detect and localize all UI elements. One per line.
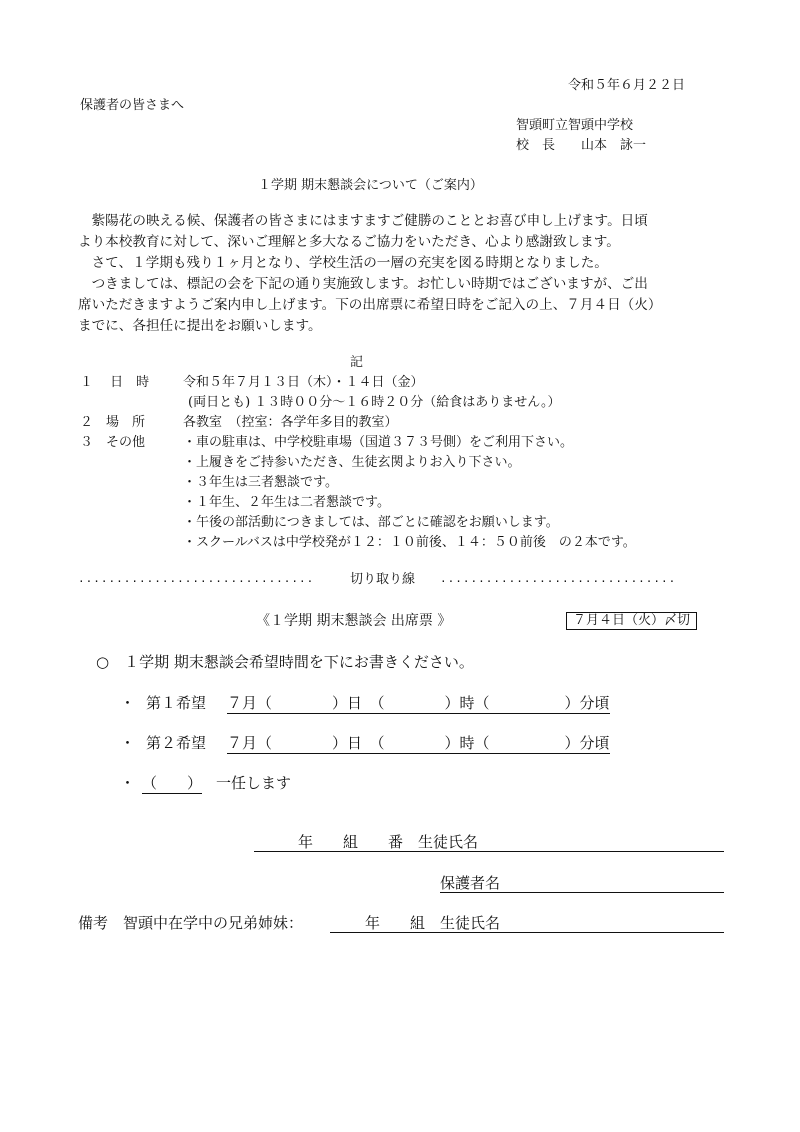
second-choice-label: 第２希望 [146,734,207,752]
first-choice-datetime-field[interactable]: ７月（ ）日 （ ）時（ ）分頃 [227,694,610,712]
detail-place-value: 各教室 （控室：各学年多目的教室） [183,415,398,430]
sibling-info-field[interactable] [330,932,724,933]
note-item: ・上履きをご持参いただき、生徒玄関よりお入り下さい。 [183,455,521,470]
detail-place-label: ２ 場 所 [80,415,146,430]
detail-date-label: １ 日 時 [80,375,150,390]
cut-line-dots-right: ······························· [440,575,677,588]
document-title: １学期 期末懇談会について（ご案内） [258,178,483,193]
body-line-6: までに、各担任に提出をお願いします。 [78,318,322,334]
guardian-name-field[interactable] [440,892,724,893]
cut-line-dots-left: ······························· [78,575,315,588]
ki-heading: 記 [350,355,364,370]
note-item: ・車の駐車は、中学校駐車場（国道３７３号側）をご利用下さい。 [183,435,574,450]
body-line-4: つきましては、標記の会を下記の通り実施致します。お忙しい時期ではございますが、ご出 [78,276,648,292]
body-line-5: 席いただきますようご案内申し上げます。下の出席票に希望日時をご記入の上、７月４日（火） [78,297,662,313]
cut-line-label: 切り取り線 [350,572,416,587]
form-title: 《１学期 期末懇談会 出席票 》 [256,613,452,629]
body-line-3: さて、１学期も残り１ヶ月となり、学校生活の一層の充実を図る時期となりました。 [78,255,608,271]
document-date: 令和５年６月２２日 [568,78,686,93]
bullet: ・ [120,734,136,752]
school-name: 智頭町立智頭中学校 [516,118,634,133]
detail-other-label: ３ その他 [80,435,146,450]
deadline-box: ７月４日（火）〆切 [566,612,697,630]
leave-to-school-field[interactable]: （ ） [142,774,203,792]
bullet: ・ [120,774,136,792]
remarks-label: 備考 智頭中在学中の兄弟姉妹： [78,914,304,932]
guardian-name-label: 保護者名 [440,874,501,892]
bullet: ・ [120,694,136,712]
sibling-info-label: 年 組 生徒氏名 [365,914,501,932]
body-line-1: 紫陽花の映える候、保護者の皆さまにはますますご健勝のこととお喜び申し上げます。日頃 [78,213,648,229]
leave-to-school-wrapper [142,773,202,794]
note-item: ・スクールバスは中学校発が１２：１０前後、１４：５０前後 の２本です。 [183,535,636,550]
first-choice-label: 第１希望 [146,694,207,712]
second-choice-datetime-field[interactable]: ７月（ ）日 （ ）時（ ）分頃 [227,734,610,752]
detail-date-value: 令和５年７月１３日（木）・１４日（金） [183,375,424,390]
principal-name: 校 長 山本 詠一 [516,138,647,153]
student-info-label: 年 組 番 生徒氏名 [298,833,479,851]
second-choice-wrapper [227,733,610,754]
leave-to-school-label: 一任します [216,774,292,792]
body-line-2: より本校教育に対して、深いご理解と多大なるご協力をいただき、心より感謝致します。 [78,234,620,250]
note-item: ・午後の部活動につきましては、部ごとに確認をお願いします。 [183,515,559,530]
first-choice-wrapper [227,693,610,714]
note-item: ・３年生は三者懇談です。 [183,475,338,490]
detail-time-value: (両日とも) １３時００分～１６時２０分（給食はありません。） [188,395,561,410]
note-item: ・１年生、２年生は二者懇談です。 [183,495,390,510]
recipient-line: 保護者の皆さまへ [80,98,185,113]
student-info-field[interactable] [254,851,724,852]
form-instruction: ○ １学期 期末懇談会希望時間を下にお書きください。 [96,653,474,671]
